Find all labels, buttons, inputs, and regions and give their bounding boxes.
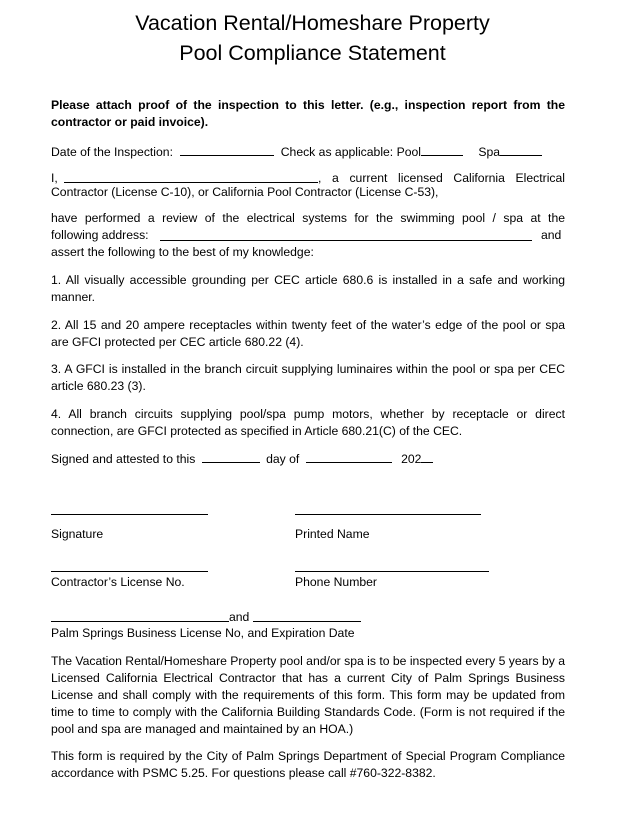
form-requirement-paragraph: This form is required by the City of Palm Springs Department of Special Program Compliance accordance with PSMC 5.25. For questions please call #760-322-8382. <box>51 749 565 780</box>
and-label: and <box>229 610 250 624</box>
signature-label: Signature <box>51 527 104 541</box>
inspection-date-label: Date of the Inspection: <box>51 145 173 159</box>
assert-text: assert the following to the best of my knowledge: <box>51 245 314 259</box>
attach-proof-note: Please attach proof of the inspection to this letter. (e.g., inspection report from the contractor or paid invoice). <box>51 98 565 129</box>
year-prefix: 202 <box>401 452 422 466</box>
signed-label: Signed and attested to this <box>51 452 196 466</box>
phone-number-field[interactable] <box>295 571 489 572</box>
inspection-date-row <box>51 143 542 161</box>
license-types-text: Contractor (License C-10), or California Pool Contractor (License C-53), <box>51 185 439 199</box>
inspection-date-field[interactable] <box>180 143 274 156</box>
contractor-license-field[interactable] <box>51 571 208 572</box>
compliance-item-3: 3. A GFCI is installed in the branch circuit supplying luminaires within the pool or spa per CEC article 680.23 (3). <box>51 362 565 393</box>
printed-name-label: Printed Name <box>295 527 370 541</box>
signature-field[interactable] <box>51 514 208 515</box>
licensed-text: , a current licensed California Electrical <box>318 171 565 185</box>
and-word: and <box>541 228 562 242</box>
page-title-line1: Vacation Rental/Homeshare Property <box>135 11 490 35</box>
contractor-name-field[interactable] <box>64 182 318 183</box>
spa-checkbox-field[interactable] <box>500 143 542 156</box>
phone-number-label: Phone Number <box>295 575 377 589</box>
check-applicable-label: Check as applicable: Pool <box>280 145 421 159</box>
pool-checkbox-field[interactable] <box>421 143 463 156</box>
spa-label: Spa <box>478 145 501 159</box>
day-field[interactable] <box>202 450 260 463</box>
compliance-item-2: 2. All 15 and 20 ampere receptacles within twenty feet of the water’s edge of the pool or spa are GFCI protected per CEC article 680.22 (4). <box>51 318 565 349</box>
inspection-requirement-paragraph: The Vacation Rental/Homeshare Property pool and/or spa is to be inspected every 5 years by a Licensed California Electrical Contractor that has a current City of Palm Springs Business License and shall comply with the requirements of this form. This form may be updated from time to time to comply with the California Building Standards Code. (Form is not required if the pool and spa are managed and maintained by an HOA.) <box>51 654 565 736</box>
i-label: I, <box>51 171 58 185</box>
business-license-field[interactable] <box>51 621 229 622</box>
review-text: have performed a review of the electrical systems for the swimming pool / spa at the <box>51 211 565 225</box>
following-address-label: following address: <box>51 228 149 242</box>
printed-name-field[interactable] <box>295 514 481 515</box>
day-of-label: day of <box>266 452 300 466</box>
year-field[interactable] <box>421 450 433 463</box>
month-field[interactable] <box>306 450 392 463</box>
contractor-license-label: Contractor’s License No. <box>51 575 185 589</box>
address-field[interactable] <box>160 240 532 241</box>
page-title-line2: Pool Compliance Statement <box>179 41 446 65</box>
compliance-item-1: 1. All visually accessible grounding per CEC article 680.6 is installed in a safe and working manner. <box>51 273 565 304</box>
expiration-date-field[interactable] <box>253 621 361 622</box>
business-license-label: Palm Springs Business License No, and Expiration Date <box>51 626 355 640</box>
signed-attested-row <box>51 450 433 468</box>
compliance-item-4: 4. All branch circuits supplying pool/spa pump motors, whether by receptacle or direct connection, are GFCI protected as specified in Article 680.21(C) of the CEC. <box>51 407 565 438</box>
